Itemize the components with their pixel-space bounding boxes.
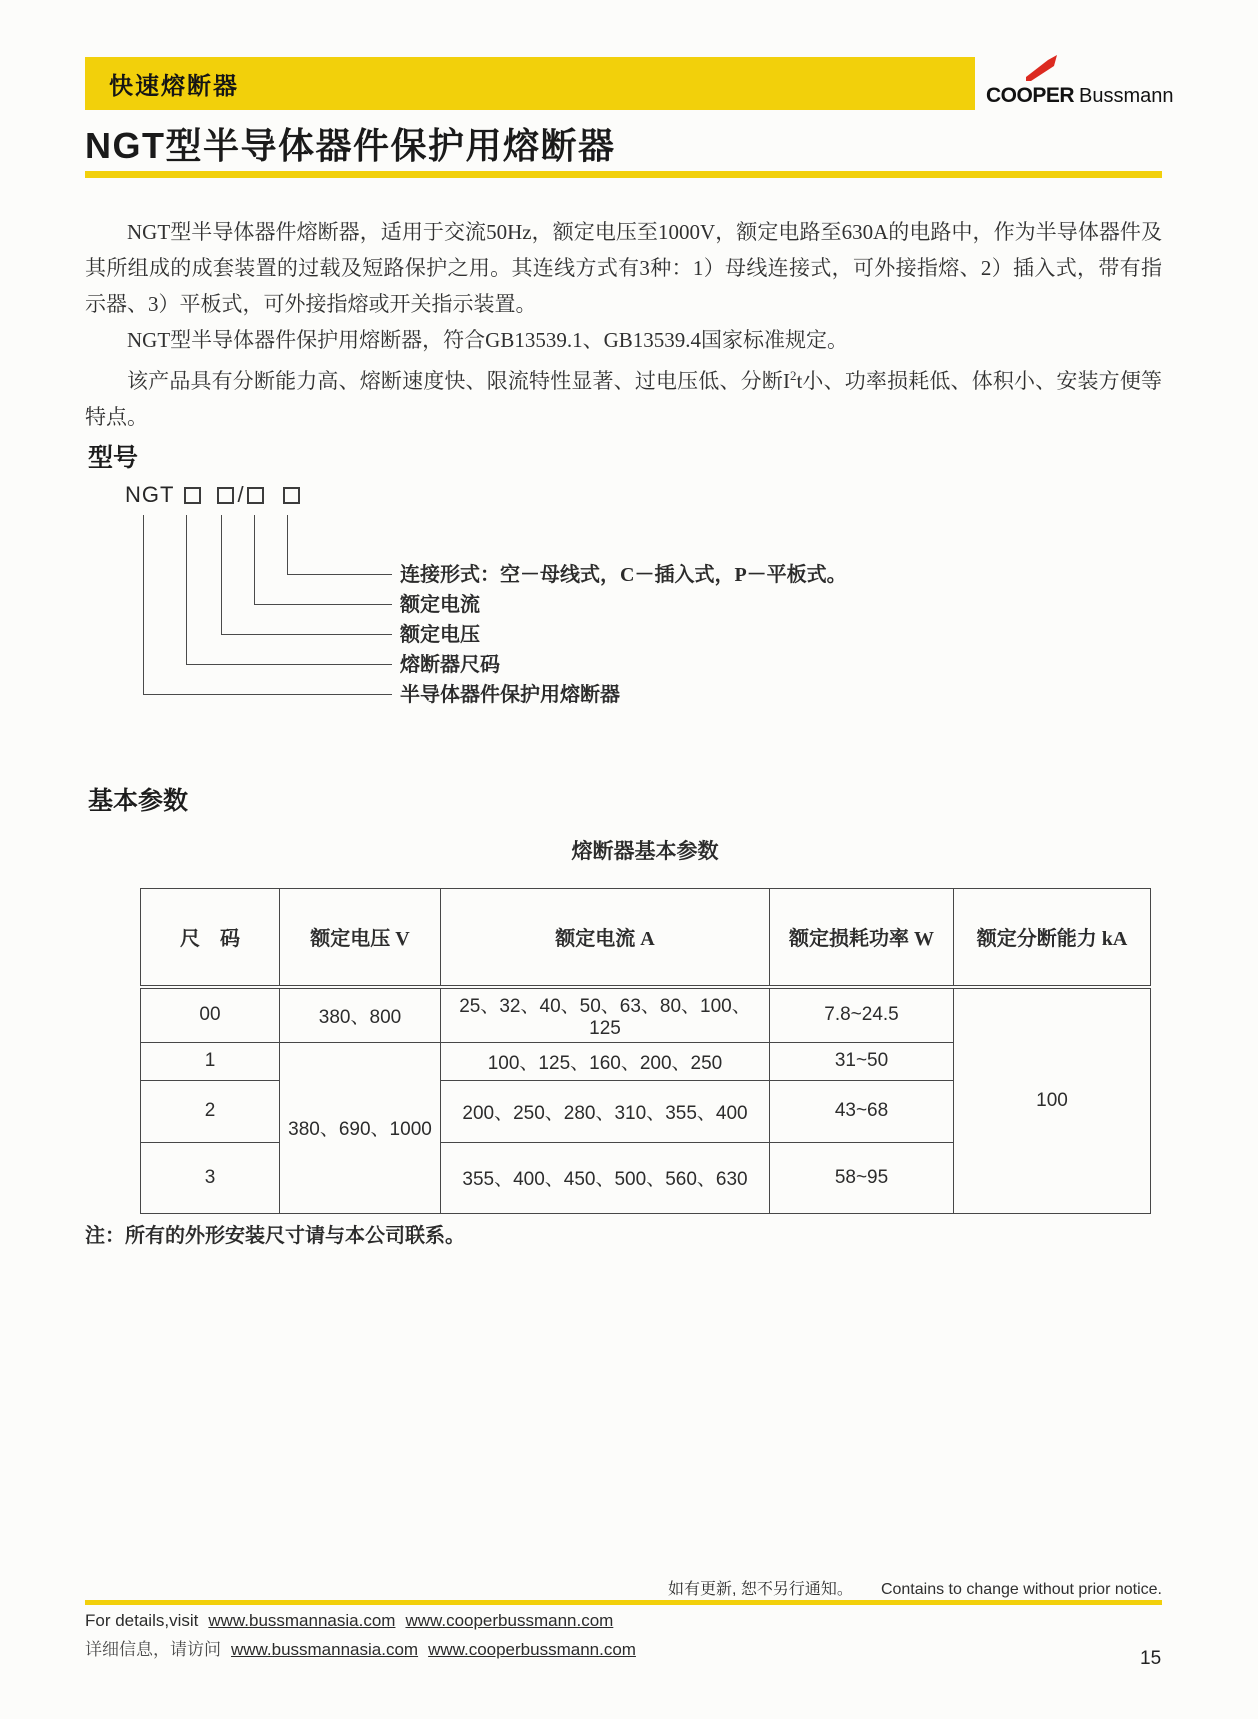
diagram-label-series: 半导体器件保护用熔断器 (400, 684, 620, 706)
model-code-box-current (247, 487, 264, 504)
model-code-box-form (283, 487, 300, 504)
update-notice-cn: 如有更新, 恕不另行通知。 (668, 1581, 853, 1598)
table-row (141, 987, 1151, 1043)
table-cell-current: 200、250、280、310、355、400 (441, 1080, 770, 1142)
diagram-label-size: 熔断器尺码 (400, 654, 500, 676)
diagram-label-voltage: 额定电压 (400, 624, 480, 646)
params-table (140, 888, 1151, 1214)
table-cell-size: 3 (141, 1142, 280, 1213)
table-cell-size: 2 (141, 1080, 280, 1142)
footer-details-cn (85, 1635, 636, 1660)
footer-details-cn-prefix: 详细信息，请访问 (85, 1640, 221, 1659)
intro-paragraph-2: NGT型半导体器件保护用熔断器，符合GB13539.1、GB13539.4国家标准规定。 (127, 328, 849, 352)
page-number: 15 (1140, 1648, 1162, 1669)
footer-details-en-prefix: For details,visit (85, 1611, 199, 1630)
table-header-current: 额定电流 A (441, 889, 770, 987)
footer-details-en (85, 1611, 613, 1631)
table-cell-voltage: 380、800 (280, 987, 441, 1043)
model-code-prefix: NGT (125, 482, 175, 507)
table-cell-size: 00 (141, 987, 280, 1043)
table-cell-voltage-merged: 380、690、1000 (280, 1042, 441, 1213)
brand-bussmann-text: Bussmann (1079, 85, 1174, 107)
diagram-label-current: 额定电流 (400, 594, 480, 616)
table-header-power: 额定损耗功率 W (770, 889, 954, 987)
table-cell-power: 43~68 (770, 1080, 954, 1142)
cooper-mark-icon (1024, 54, 1058, 82)
table-note: 注：所有的外形安装尺寸请与本公司联系。 (85, 1225, 465, 1247)
table-caption: 熔断器基本参数 (571, 839, 719, 863)
model-code-line (125, 482, 300, 508)
diagram-label-form: 连接形式：空－母线式，C－插入式，P－平板式。 (400, 564, 847, 586)
i2t-superscript: 2 (789, 368, 797, 383)
table-cell-current: 25、32、40、50、63、80、100、125 (441, 987, 770, 1043)
page-title: NGT型半导体器件保护用熔断器 (85, 125, 616, 166)
table-cell-power: 7.8~24.5 (770, 987, 954, 1043)
model-section-heading: 型号 (88, 444, 139, 472)
table-cell-power: 58~95 (770, 1142, 954, 1213)
table-header-voltage: 额定电压 V (280, 889, 441, 987)
table-cell-size: 1 (141, 1042, 280, 1080)
table-cell-breaking-merged: 100 (954, 987, 1151, 1214)
intro-paragraph-3 (85, 358, 1162, 435)
intro-text (85, 214, 1162, 435)
footer-yellow-rule (85, 1600, 1162, 1605)
footer-link-bussmannasia[interactable]: www.bussmannasia.com (208, 1611, 396, 1630)
model-code-box-size (184, 487, 201, 504)
title-underline (85, 171, 1162, 178)
category-banner (85, 57, 975, 110)
brand-cooper-text: COOPER (986, 84, 1075, 107)
intro-paragraph-3-tail: t小、功率损耗低、体积小、安装方便等特点。 (85, 369, 1162, 429)
footer-link-cooperbussmann-cn[interactable]: www.cooperbussmann.com (428, 1640, 636, 1659)
connector-line-series (143, 515, 392, 695)
update-notice (85, 1576, 1162, 1599)
table-cell-current: 355、400、450、500、560、630 (441, 1142, 770, 1213)
footer-link-cooperbussmann[interactable]: www.cooperbussmann.com (405, 1611, 614, 1630)
table-header-size: 尺 码 (141, 889, 280, 987)
table-header-row (141, 889, 1151, 987)
params-section-heading: 基本参数 (88, 787, 189, 815)
intro-paragraph-3-text: 该产品具有分断能力高、熔断速度快、限流特性显著、过电压低、分断I (127, 369, 790, 393)
update-notice-en: Contains to change without prior notice. (880, 1581, 1162, 1598)
footer-link-bussmannasia-cn[interactable]: www.bussmannasia.com (231, 1640, 419, 1659)
brand-logo (986, 54, 1176, 112)
category-label: 快速熔断器 (109, 73, 239, 100)
intro-paragraph-1: NGT型半导体器件熔断器，适用于交流50Hz，额定电压至1000V，额定电路至630A的电路中，作为半导体器件及其所组成的成套装置的过载及短路保护之用。其连线方式有3种：1）母线连接式，可外接指熔、2）插入式，带有指示器、3）平板式，可外接指熔或开关指示装置。 (85, 220, 1162, 316)
table-cell-power: 31~50 (770, 1042, 954, 1080)
table-cell-current: 100、125、160、200、250 (441, 1042, 770, 1080)
table-header-breaking: 额定分断能力 kA (954, 889, 1151, 987)
brand-wordmark (986, 84, 1174, 108)
model-code-slash: / (237, 482, 244, 507)
model-code-box-voltage (217, 487, 234, 504)
